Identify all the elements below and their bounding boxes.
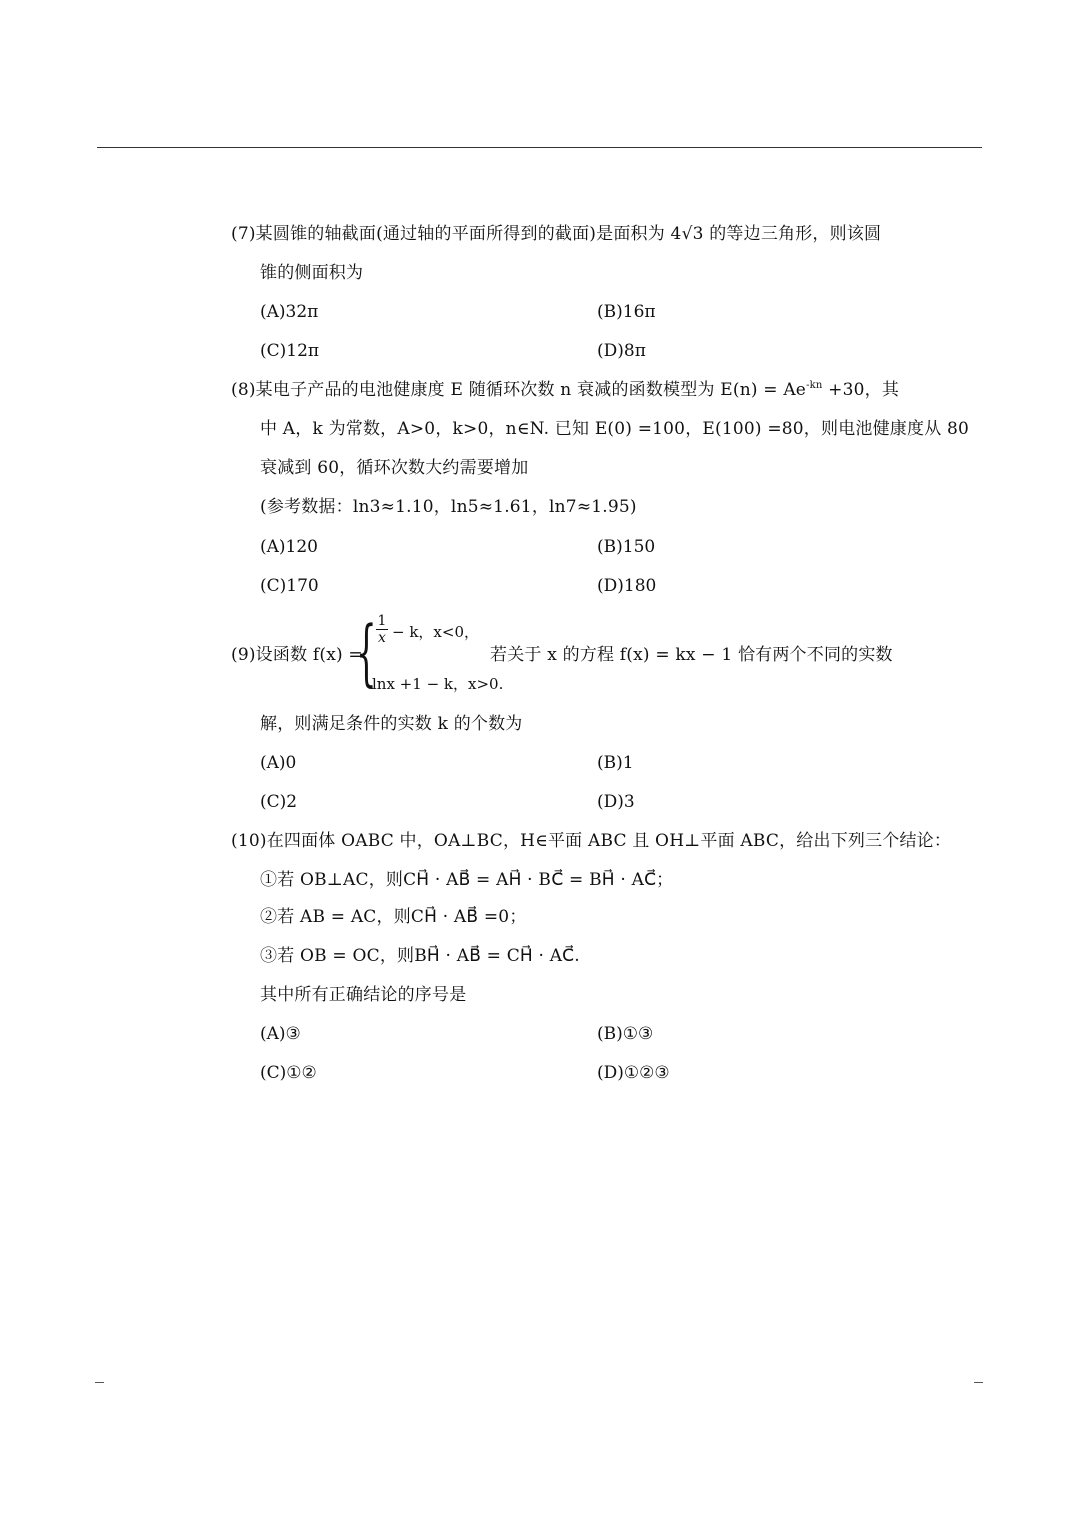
q10-option-c: (C)①② — [260, 1063, 317, 1083]
q9-piecewise-brace: { — [356, 610, 377, 694]
q8-stem-line-2: 中 A，k 为常数，A>0，k>0，n∈N. 已知 E(0) =100，E(100) =80，则电池健康度从 80 — [260, 419, 970, 439]
q9-fraction-denominator: x — [378, 630, 386, 646]
q8-line-1-main: (8)某电子产品的电池健康度 E 随循环次数 n 衰减的函数模型为 E(n) = Ae — [231, 380, 807, 400]
q10-statement-2: ②若 AB = AC，则CH⃗ · AB⃗ =0； — [260, 907, 527, 927]
q10-option-b: (B)①③ — [597, 1024, 654, 1044]
q9-case-1: − k，x<0， — [392, 623, 479, 641]
q9-stem-lead: (9)设函数 f(x) = — [231, 645, 363, 665]
q8-option-c: (C)170 — [260, 576, 319, 596]
q7-option-b: (B)16π — [597, 302, 656, 322]
q7-option-d: (D)8π — [597, 341, 646, 361]
q8-option-d: (D)180 — [597, 576, 657, 596]
q10-statement-1: ①若 OB⊥AC，则CH⃗ · AB⃗ = AH⃗ · BC⃗ = BH⃗ · AC⃗； — [260, 870, 674, 890]
q10-option-d: (D)①②③ — [597, 1063, 670, 1083]
q7-option-c: (C)12π — [260, 341, 320, 361]
q8-stem-line-3: 衰减到 60，循环次数大约需要增加 — [260, 458, 529, 478]
q8-option-a: (A)120 — [260, 537, 318, 557]
q9-stem-tail: 若关于 x 的方程 f(x) = kx − 1 恰有两个不同的实数 — [490, 645, 893, 665]
q9-option-c: (C)2 — [260, 792, 298, 812]
q10-option-a: (A)③ — [260, 1024, 301, 1044]
q9-stem-line-2: 解，则满足条件的实数 k 的个数为 — [260, 714, 523, 734]
q9-option-d: (D)3 — [597, 792, 635, 812]
q8-reference-data: (参考数据：ln3≈1.10，ln5≈1.61，ln7≈1.95) — [260, 497, 637, 517]
q9-option-a: (A)0 — [260, 753, 297, 773]
q10-stem-line-1: (10)在四面体 OABC 中，OA⊥BC，H∈平面 ABC 且 OH⊥平面 ABC，给出下列三个结论： — [231, 831, 952, 851]
q9-fraction-numerator: 1 — [377, 613, 387, 629]
q10-stem-line-5: 其中所有正确结论的序号是 — [260, 985, 467, 1005]
q8-stem-line-1 — [231, 379, 899, 401]
q9-fraction — [376, 614, 388, 645]
q7-stem-line-2: 锥的侧面积为 — [260, 263, 364, 283]
q10-statement-3: ③若 OB = OC，则BH⃗ · AB⃗ = CH⃗ · AC⃗. — [260, 946, 580, 966]
q9-option-b: (B)1 — [597, 753, 634, 773]
corner-mark-right — [974, 1382, 983, 1383]
q8-option-b: (B)150 — [597, 537, 656, 557]
q9-case-2: lnx +1 − k，x>0. — [372, 675, 504, 693]
corner-mark-left — [95, 1382, 104, 1383]
q8-line-1-end: +30，其 — [822, 380, 900, 400]
q7-option-a: (A)32π — [260, 302, 319, 322]
q8-exponent: -kn — [806, 380, 823, 391]
top-rule — [97, 147, 982, 148]
q7-stem-line-1: (7)某圆锥的轴截面(通过轴的平面所得到的截面)是面积为 4√3 的等边三角形，则该圆 — [231, 224, 882, 244]
